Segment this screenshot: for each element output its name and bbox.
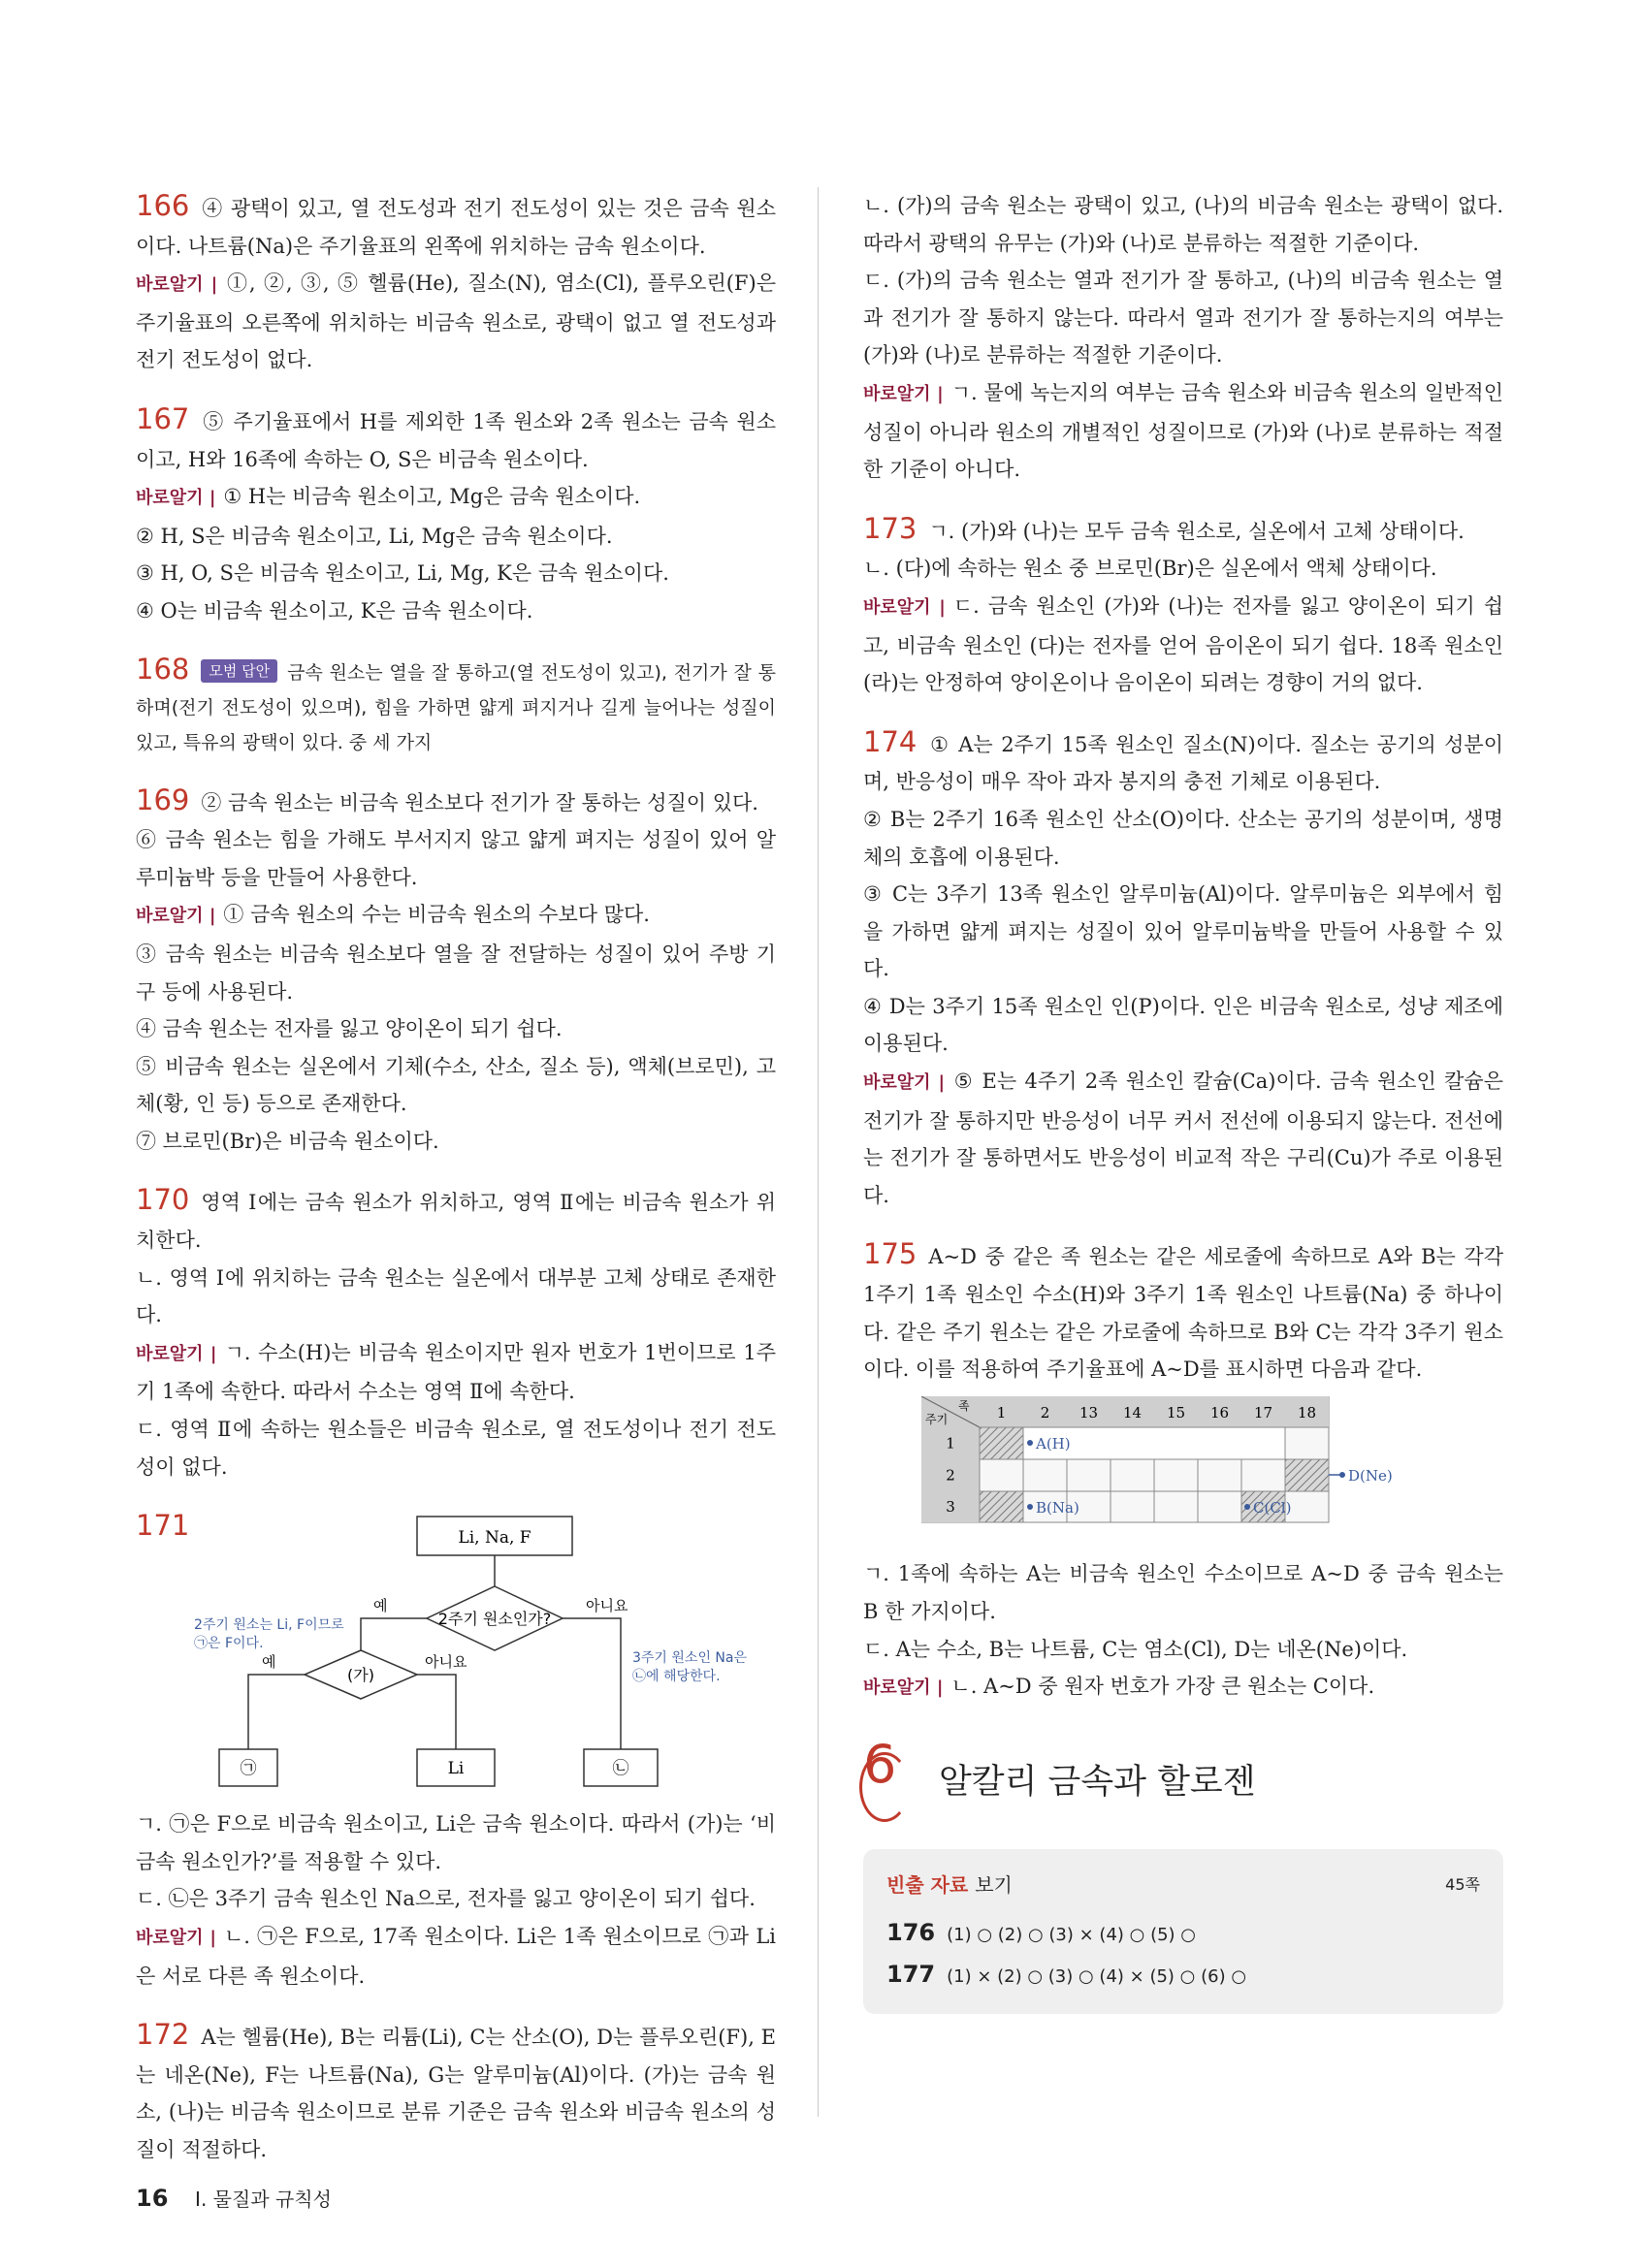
answer-171 (136, 1805, 776, 1995)
table-cell (1067, 1459, 1111, 1491)
answer-number: 176 (886, 1919, 936, 1947)
correction-label: 바로알기 | (863, 596, 946, 618)
flowchart-no-label: 아니요 (586, 1597, 628, 1615)
period-header: 3 (946, 1497, 955, 1516)
answer-text: ㄷ. ㉡은 3주기 금속 원소인 Na으로, 전자를 잃고 양이온이 되기 쉽다. (136, 1887, 756, 1911)
flowchart-diagram (136, 1507, 776, 1798)
answer-marks: (1) ○ (2) ○ (3) × (4) ○ (5) ○ (947, 1925, 1196, 1946)
table-corner-period: 주기 (925, 1412, 949, 1426)
answer-text: ② 금속 원소는 비금속 원소보다 전기가 잘 통하는 성질이 있다. (201, 790, 758, 815)
group-header: 18 (1297, 1403, 1317, 1421)
correction-label: 바로알기 | (863, 1677, 944, 1699)
periodic-table-figure (921, 1396, 1465, 1532)
flowchart-note-left: ㉠은 F이다. (194, 1636, 264, 1652)
page-footer (136, 2184, 332, 2212)
question-number: 175 (863, 1237, 918, 1271)
correction-text: ③ 금속 원소는 비금속 원소보다 열을 잘 전달하는 성질이 있어 주방 기구 등에 사용된다. (136, 942, 776, 1004)
question-number: 174 (863, 724, 918, 758)
answer-167 (136, 400, 776, 630)
answer-text: ④ D는 3주기 15족 원소인 인(P)이다. 인은 비금속 원소로, 성냥 제조에 이용된다. (863, 994, 1503, 1056)
answer-170 (136, 1181, 776, 1485)
answer-text: ② B는 2주기 16족 원소인 산소(O)이다. 산소는 공기의 성분이며, 생명체의 호흡에 이용된다. (863, 807, 1503, 869)
answer-text: A는 헬륨(He), B는 리튬(Li), C는 산소(O), D는 플루오린(F), E는 네온(Ne), F는 나트륨(Na), G는 알루미늄(Al)이다. (가)는 금속 원소, (나)는 비금속 원소이므로 분류 기준은 금속 원소와 비금속 원소의 성질이 적절하다. (136, 2026, 776, 2161)
question-number: 173 (863, 511, 918, 545)
question-number: 169 (136, 783, 190, 816)
answer-text: ㄴ. (다)에 속하는 원소 중 브로민(Br)은 실온에서 액체 상태이다. (863, 557, 1437, 581)
group-header: 1 (996, 1403, 1007, 1421)
correction-label: 바로알기 | (136, 1928, 216, 1948)
box-title (886, 1867, 1013, 1904)
correction-text: ㄱ. 물에 녹는지의 여부는 금속 원소와 비금속 원소의 일반적인 성질이 아니라 원소의 개별적인 성질이므로 (가)와 (나)로 분류하는 적절한 기준이 아니다. (863, 380, 1503, 482)
answer-172-continued (863, 187, 1503, 489)
correction-text: ㄴ. ㉠은 F으로, 17족 원소이다. Li은 1족 원소이므로 ㉠과 Li은 서로 다른 족 원소이다. (136, 1925, 776, 1988)
question-number: 171 (136, 1509, 190, 1543)
correction-label: 바로알기 | (136, 274, 218, 296)
answer-173 (863, 510, 1503, 702)
label-A: A(H) (1036, 1434, 1071, 1453)
correction-text: ① H는 비금속 원소이고, Mg은 금속 원소이다. (223, 485, 641, 509)
answer-text: ③ C는 3주기 13족 원소인 알루미늄(Al)이다. 알루미늄은 외부에서 힘을 가하면 얇게 펴지는 성질이 있어 알루미늄박을 만들어 사용할 수 있다. (863, 882, 1503, 981)
answer-166 (136, 187, 776, 379)
section-title: 알칼리 금속과 할로젠 (939, 1762, 1256, 1802)
box-page-ref: 45쪽 (1445, 1874, 1480, 1894)
answer-169 (136, 782, 776, 1161)
question-number: 170 (136, 1183, 190, 1217)
correction-text: ⑤ 비금속 원소는 실온에서 기체(수소, 산소, 질소 등), 액체(브로민), 고체(황, 인 등) 등으로 존재한다. (136, 1054, 776, 1116)
table-cell (1154, 1459, 1198, 1491)
question-number: 167 (136, 401, 190, 435)
correction-text: ㄴ. A~D 중 원자 번호가 가장 큰 원소는 C이다. (950, 1675, 1375, 1699)
answer-175 (863, 1235, 1503, 1707)
flowchart-note-right: ㉡에 해당한다. (632, 1669, 721, 1685)
box-title-sub: 보기 (975, 1872, 1013, 1897)
answer-number: 177 (886, 1961, 936, 1989)
answer-text: ⑤ 주기율표에서 H를 제외한 1족 원소와 2족 원소는 금속 원소이고, H와 16족에 속하는 O, S은 비금속 원소이다. (136, 409, 776, 471)
flowchart-note-right: 3주기 원소인 Na은 (632, 1650, 748, 1667)
correction-text: ④ O는 비금속 원소이고, K은 금속 원소이다. (136, 598, 533, 623)
frequent-data-box (863, 1849, 1503, 2015)
answer-174 (863, 723, 1503, 1215)
cell-D (1285, 1459, 1329, 1491)
answer-text: ㄷ. (가)의 금속 원소는 열과 전기가 잘 통하고, (나)의 비금속 원소는 열과 전기가 잘 통하지 않는다. 따라서 열과 전기가 잘 통하는지의 여부는 (가)와 (나)로 분류하는 적절한 기준이다. (863, 269, 1503, 367)
model-answer-badge: 모범 답안 (201, 659, 277, 683)
table-cell (980, 1459, 1023, 1491)
table-cell (1111, 1459, 1154, 1491)
group-header: 15 (1166, 1403, 1186, 1421)
model-answer-text: 금속 원소는 열을 잘 통하고(열 전도성이 있고), 전기가 잘 통하며(전기 전도성이 있으며), 힘을 가하면 얇게 펴지거나 길게 늘어나는 성질이 있고, 특유의 광택이 있다. 중 세 가지 (136, 661, 776, 753)
answer-text: 영역 Ⅰ에는 금속 원소가 위치하고, 영역 Ⅱ에는 비금속 원소가 위치한다. (136, 1191, 776, 1253)
periodic-table-excerpt (921, 1396, 1503, 1545)
answer-text: ④ 광택이 있고, 열 전도성과 전기 전도성이 있는 것은 금속 원소이다. 나트륨(Na)은 주기율표의 왼쪽에 위치하는 금속 원소이다. (136, 197, 776, 258)
section-number: 6 (863, 1733, 897, 1795)
answer-text: ㄴ. (가)의 금속 원소는 광택이 있고, (나)의 비금속 원소는 광택이 없다. 따라서 광택의 유무는 (가)와 (나)로 분류하는 적절한 기준이다. (863, 194, 1503, 255)
answer-text: ㄱ. ㉠은 F으로 비금속 원소이고, Li은 금속 원소이다. 따라서 (가)는 ‘비금속 원소인가?’를 적용할 수 있다. (136, 1812, 776, 1873)
table-cell (1241, 1459, 1285, 1491)
answer-text: A~D 중 같은 족 원소는 같은 세로줄에 속하므로 A와 B는 각각 1주기 1족 원소인 수소(H)와 3주기 1족 원소인 나트륨(Na) 중 하나이다. 같은 주기 원소는 같은 가로줄에 속하므로 B와 C는 각각 3주기 원소이다. 이를 적용하여 주기율표에 A~D를 표시하면 다음과 같다. (863, 1245, 1503, 1382)
column-divider (818, 187, 819, 2117)
cell-B (980, 1491, 1023, 1522)
answer-text: ㄴ. 영역 Ⅰ에 위치하는 금속 원소는 실온에서 대부분 고체 상태로 존재한다. (136, 1265, 776, 1327)
answer-row-176 (886, 1913, 1480, 1955)
group-header: 2 (1040, 1403, 1050, 1421)
group-header: 16 (1209, 1403, 1230, 1421)
flowchart-note-left: 2주기 원소는 Li, F이므로 (194, 1617, 344, 1634)
answer-text: ㄱ. 1족에 속하는 A는 비금속 원소인 수소이므로 A~D 중 금속 원소는 B 한 가지이다. (863, 1562, 1503, 1623)
answer-text: ㄷ. A는 수소, B는 나트륨, C는 염소(Cl), D는 네온(Ne)이다. (863, 1637, 1408, 1661)
correction-label: 바로알기 | (863, 1072, 946, 1094)
correction-label: 바로알기 | (863, 383, 944, 404)
correction-text: ㄱ. 수소(H)는 비금속 원소이지만 원자 번호가 1번이므로 1주기 1족에 속한다. 따라서 수소는 영역 Ⅱ에 속한다. (136, 1340, 776, 1404)
correction-text: ㄷ. 금속 원소인 (가)와 (나)는 전자를 잃고 양이온이 되기 쉽고, 비금속 원소인 (다)는 전자를 얻어 음이온이 되기 쉽다. 18족 원소인 (라)는 안정하여 양이온이나 음이온이 되려는 경향이 거의 없다. (863, 593, 1503, 695)
page-number: 16 (136, 2185, 169, 2212)
correction-text: ⑤ E는 4주기 2족 원소인 칼슘(Ca)이다. 금속 원소인 칼슘은 전기가 잘 통하지만 반응성이 너무 커서 전선에 이용되지 않는다. 전선에는 전기가 잘 통하면서도 반응성이 비교적 작은 구리(Cu)가 주로 이용된다. (863, 1070, 1503, 1207)
table-cell (1198, 1459, 1241, 1491)
table-cell (1154, 1491, 1198, 1522)
box-title-main: 빈출 자료 (886, 1872, 969, 1897)
answer-171-flowchart (136, 1507, 776, 1798)
section-heading (863, 1733, 1503, 1834)
flowchart-yes-label: 예 (262, 1653, 276, 1672)
label-C: C(Cl) (1253, 1498, 1292, 1517)
answer-text: ㄱ. (가)와 (나)는 모두 금속 원소로, 실온에서 고체 상태이다. (928, 519, 1465, 543)
left-column (136, 187, 776, 2190)
answer-172 (136, 2016, 776, 2168)
flowchart-output-3-text: ㉡ (612, 1759, 629, 1779)
table-cell (1285, 1427, 1329, 1459)
correction-text: ① 금속 원소의 수는 비금속 원소의 수보다 많다. (223, 903, 650, 927)
question-number: 166 (136, 189, 190, 222)
answer-marks: (1) × (2) ○ (3) ○ (4) × (5) ○ (6) ○ (947, 1966, 1247, 1988)
answer-text: ① A는 2주기 15족 원소인 질소(N)이다. 질소는 공기의 성분이며, 반응성이 매우 작아 과자 봉지의 충전 기체로 이용된다. (863, 732, 1503, 794)
correction-text: ④ 금속 원소는 전자를 잃고 양이온이 되기 쉽다. (136, 1017, 563, 1041)
right-column (863, 187, 1503, 2014)
answer-row-177 (886, 1955, 1480, 1996)
group-header: 17 (1253, 1403, 1273, 1421)
flowchart-yes-label: 예 (373, 1597, 388, 1615)
correction-text: ② H, S은 비금속 원소이고, Li, Mg은 금속 원소이다. (136, 524, 613, 548)
correction-text: ③ H, O, S은 비금속 원소이고, Li, Mg, K은 금속 원소이다. (136, 561, 669, 586)
table-period-headers (946, 1434, 955, 1516)
group-header: 13 (1079, 1403, 1099, 1421)
answer-text: ⑥ 금속 원소는 힘을 가해도 부서지지 않고 얇게 펴지는 성질이 있어 알루미늄박 등을 만들어 사용한다. (136, 828, 776, 889)
period-header: 1 (946, 1434, 955, 1453)
correction-text: ⑦ 브로민(Br)은 비금속 원소이다. (136, 1129, 439, 1153)
table-cell (1198, 1491, 1241, 1522)
answer-168 (136, 652, 776, 760)
correction-text: ㄷ. 영역 Ⅱ에 속하는 원소들은 비금속 원소로, 열 전도성이나 전기 전도성이 없다. (136, 1418, 776, 1479)
table-cell (1111, 1491, 1154, 1522)
correction-text: ①, ②, ③, ⑤ 헬륨(He), 질소(N), 염소(Cl), 플루오린(F)은 주기율표의 오른쪽에 위치하는 비금속 원소로, 광택이 없고 열 전도성과 전기 전도성이 없다. (136, 272, 776, 372)
period-header: 2 (946, 1466, 955, 1485)
correction-label: 바로알기 | (136, 906, 216, 927)
chapter-title: I. 물질과 규칙성 (195, 2188, 332, 2211)
flowchart-no-label: 아니요 (425, 1653, 467, 1672)
label-B: B(Na) (1036, 1498, 1079, 1517)
flowchart-decision-2-text: (가) (347, 1666, 374, 1685)
table-corner-group: 족 (958, 1398, 970, 1413)
flowchart-start-text: Li, Na, F (458, 1528, 531, 1549)
label-D: D(Ne) (1348, 1466, 1393, 1485)
table-cell (1023, 1459, 1067, 1491)
cell-A (980, 1427, 1023, 1459)
flowchart-decision-1-text: 2주기 원소인가? (437, 1610, 552, 1629)
correction-label: 바로알기 | (136, 1343, 217, 1364)
question-number: 168 (136, 652, 190, 686)
group-header: 14 (1122, 1403, 1143, 1421)
question-number: 172 (136, 2018, 190, 2052)
table-cell (1285, 1491, 1329, 1522)
correction-label: 바로알기 | (136, 488, 216, 509)
flowchart-output-1-text: ㉠ (240, 1759, 257, 1779)
flowchart-output-2-text: Li (447, 1759, 465, 1779)
